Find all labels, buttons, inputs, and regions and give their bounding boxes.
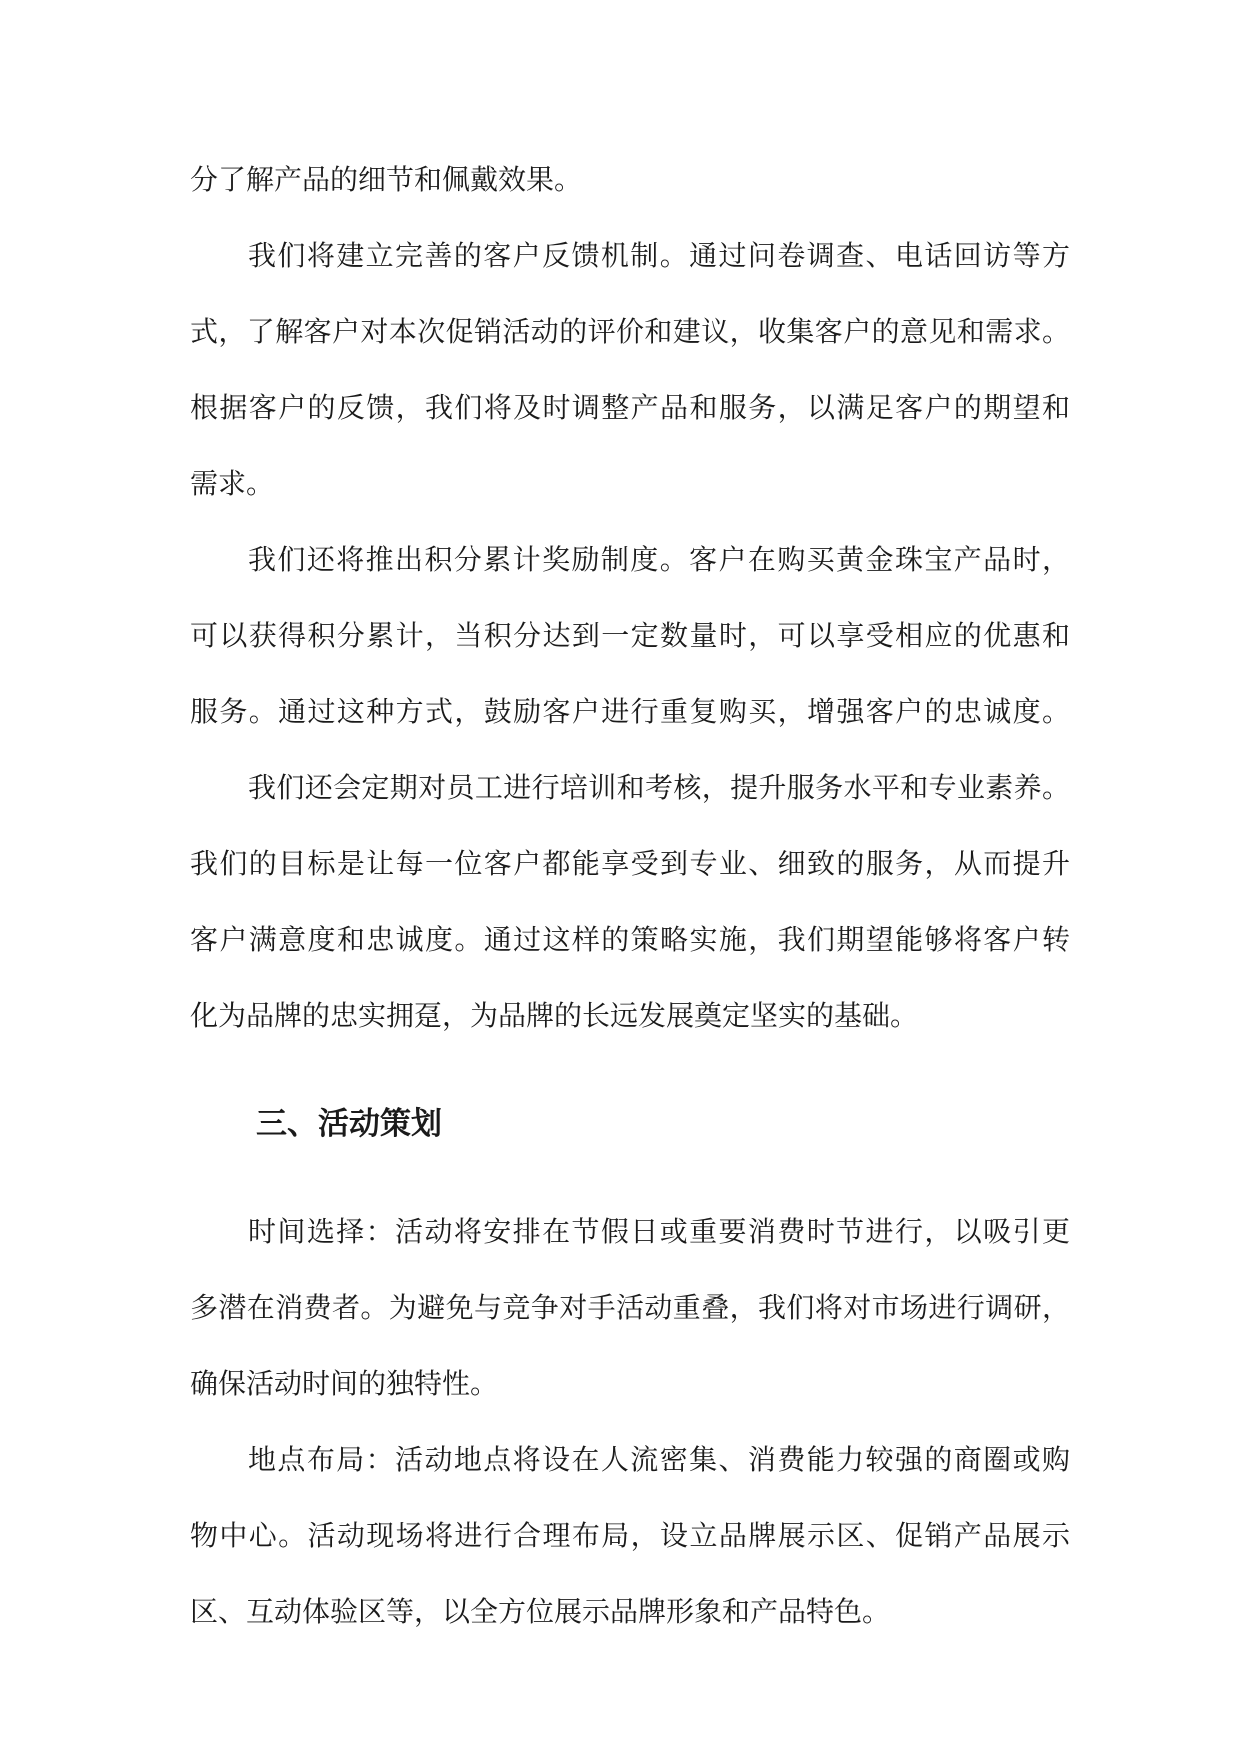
paragraph-line: 式，了解客户对本次促销活动的评价和建议，收集客户的意见和需求。	[190, 315, 1070, 348]
paragraph-line: 服务。通过这种方式，鼓励客户进行重复购买，增强客户的忠诚度。	[190, 695, 1070, 728]
paragraph-line: 我们还会定期对员工进行培训和考核，提升服务水平和专业素养。	[248, 771, 1070, 804]
paragraph-line: 多潜在消费者。为避免与竞争对手活动重叠，我们将对市场进行调研，	[190, 1291, 1070, 1324]
paragraph-line: 可以获得积分累计，当积分达到一定数量时，可以享受相应的优惠和	[190, 619, 1070, 652]
paragraph-line: 客户满意度和忠诚度。通过这样的策略实施，我们期望能够将客户转	[190, 923, 1070, 956]
section-heading: 三、活动策划	[256, 1106, 442, 1142]
paragraph-line: 我们的目标是让每一位客户都能享受到专业、细致的服务，从而提升	[190, 847, 1070, 880]
paragraph-line: 我们还将推出积分累计奖励制度。客户在购买黄金珠宝产品时，	[248, 543, 1070, 576]
paragraph-line: 根据客户的反馈，我们将及时调整产品和服务，以满足客户的期望和	[190, 391, 1070, 424]
paragraph-line: 分了解产品的细节和佩戴效果。	[190, 163, 583, 196]
paragraph-line: 需求。	[190, 467, 275, 500]
paragraph-line: 物中心。活动现场将进行合理布局，设立品牌展示区、促销产品展示	[190, 1519, 1070, 1552]
paragraph-line: 确保活动时间的独特性。	[190, 1367, 499, 1400]
paragraph-line: 区、互动体验区等，以全方位展示品牌形象和产品特色。	[190, 1595, 891, 1628]
paragraph-line: 地点布局：活动地点将设在人流密集、消费能力较强的商圈或购	[248, 1443, 1070, 1476]
paragraph-line: 我们将建立完善的客户反馈机制。通过问卷调查、电话回访等方	[248, 239, 1070, 272]
paragraph-line: 时间选择：活动将安排在节假日或重要消费时节进行，以吸引更	[248, 1215, 1070, 1248]
paragraph-line: 化为品牌的忠实拥趸，为品牌的长远发展奠定坚实的基础。	[190, 999, 919, 1032]
document-body	[190, 142, 1070, 1650]
